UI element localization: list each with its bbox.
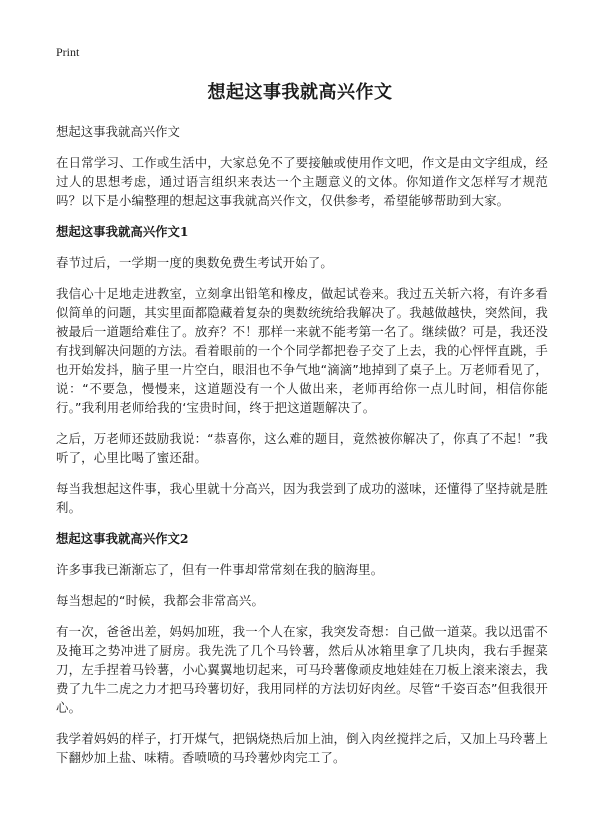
essay-heading: 想起这事我就高兴作文2: [56, 531, 189, 546]
article-subtitle: 想起这事我就高兴作文: [56, 124, 180, 139]
article-body: [56, 122, 548, 779]
print-link[interactable]: Print: [56, 45, 80, 59]
essay-2: [56, 529, 548, 767]
essay-paragraph: 每当想起的“时候，我都会非常高兴。: [56, 593, 265, 608]
essay-heading: 想起这事我就高兴作文1: [56, 224, 189, 239]
essay-paragraph: 许多事我已渐渐忘了，但有一件事却常常刻在我的脑海里。: [56, 562, 384, 577]
essay-paragraph: 有一次，爸爸出差，妈妈加班，我一个人在家，我突发奇想：自己做一道菜。我以迅雷不及掩耳之势冲进了厨房。我先洗了几个马铃薯，然后从冰箱里拿了几块肉，我右手握菜刀，左手捏着马铃薯，小心翼翼地切起来，可马玲薯像顽皮地娃娃在刀板上滚来滚去，我费了九牛二虎之力才把马玲薯切好，我用同样的方法切好肉丝。尽管“千姿百态”但我很开心。: [56, 624, 548, 715]
intro-paragraph: 在日常学习、工作或生活中，大家总免不了要接触或使用作文吧，作文是由文字组成，经过人的思想考虑，通过语言组织来表达一个主题意义的文体。你知道作文怎样写才规范吗？以下是小编整理的想起这事我就高兴作文，仅供参考，希望能够帮助到大家。: [56, 155, 548, 208]
essay-paragraph: 每当我想起这件事，我心里就十分高兴，因为我尝到了成功的滋味，还懂得了坚持就是胜利。: [56, 481, 548, 515]
essay-1: [56, 222, 548, 517]
essay-paragraph: 之后，万老师还鼓励我说：“恭喜你，这么难的题目，竟然被你解决了，你真了不起！”我听了，心里比喝了蜜还甜。: [56, 431, 548, 465]
essay-paragraph: 我信心十足地走进教室，立刻拿出铅笔和橡皮，做起试卷来。我过五关斩六将，有许多看似简单的问题，其实里面都隐藏着复杂的奥数统统给我解决了。我越做越快，突然间，我被最后一道题给难住了。放弃？不！那样一来就不能考第一名了。继续做？可是，我还没有找到解决问题的方法。看着眼前的一个个同学都把卷子交了上去，我的心怦怦直跳，手也开始发抖，脑子里一片空白，眼泪也不争气地“滴滴”地掉到了桌子上。万老师看见了，说：“不要急，慢慢来，这道题没有一个人做出来，老师再给你一点儿时间，相信你能行。”我利用老师给我的‘宝贵时间，终于把这道题解决了。: [56, 286, 548, 415]
essay-paragraph: 春节过后，一学期一度的奥数免费生考试开始了。: [56, 255, 333, 270]
essay-paragraph: 我学着妈妈的样子，打开煤气，把锅烧热后加上油，倒入肉丝搅拌之后，又加上马玲薯上下翻炒加上盐、味精。香喷喷的马玲薯炒肉完工了。: [56, 731, 548, 765]
page-title: 想起这事我就高兴作文: [207, 82, 393, 103]
